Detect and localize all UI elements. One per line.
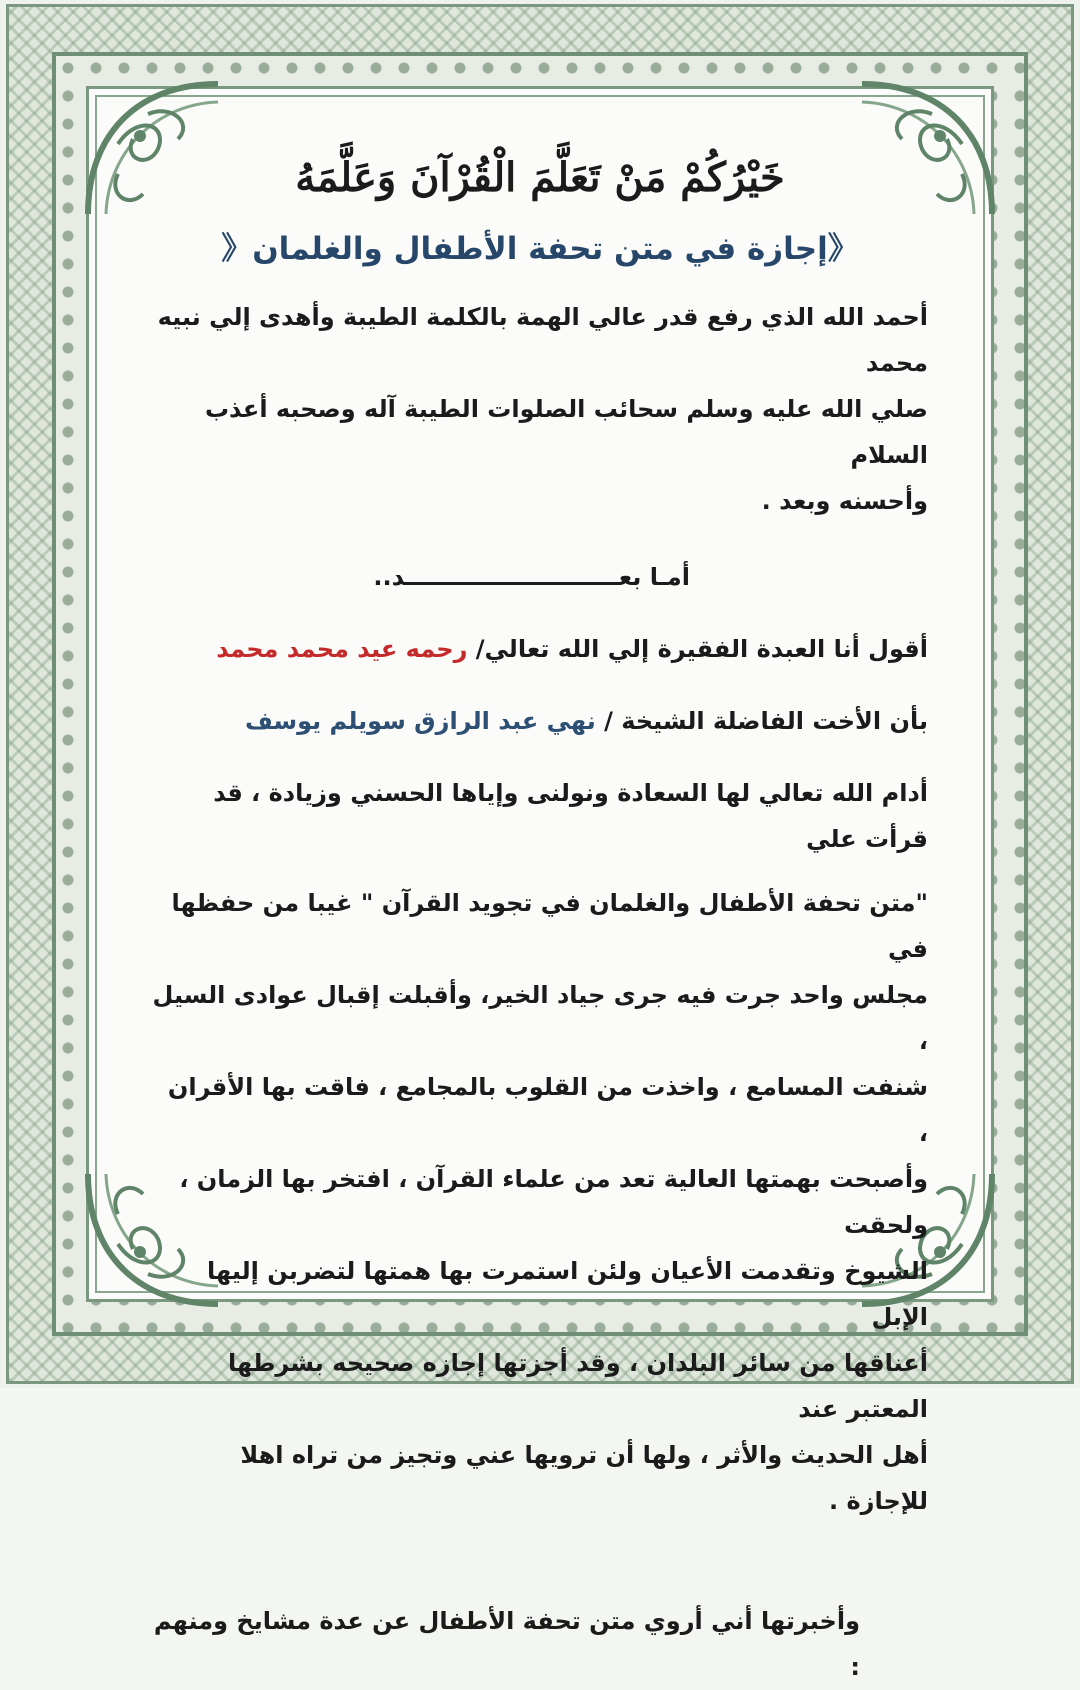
certificate-content (140, 140, 940, 1681)
intro-line: وأحسنه وبعد . (761, 487, 928, 515)
recipient-name: نهي عبد الرازق سويلم يوسف (244, 707, 596, 735)
body-line: أعناقها من سائر البلدان ، وقد أجزتها إجازه صحيحه بشرطها المعتبر عند (227, 1349, 928, 1423)
intro-line: أحمد الله الذي رفع قدر عالي الهمة بالكلمة الطيبة وأهدى إلي نبيه محمد (157, 303, 928, 377)
body-line: "متن تحفة الأطفال والغلمان في تجويد القرآن " غيبا من حفظها في (171, 889, 928, 963)
body-line: وأصبحت بهمتها العالية تعد من علماء القرآن ، افتخر بها الزمان ، ولحقت (179, 1165, 928, 1239)
amma-baad-line: أمـا بعــــــــــــــــــــــــــد.. (373, 563, 690, 591)
intro-line: صلي الله عليه وسلم سحائب الصلوات الطيبة آله وصحبه أعذب السلام (204, 395, 928, 469)
final-line: وأخبرتها أني أروي متن تحفة الأطفال عن عدة مشايخ ومنهم : (153, 1607, 860, 1681)
certificate-title: 《إجازة في متن تحفة الأطفال والغلمان《 (221, 231, 859, 267)
speaker-line (140, 626, 940, 672)
speaker-name: رحمه عيد محمد محمد (216, 635, 468, 663)
recipient-line (140, 698, 940, 744)
body-line: الشيوخ وتقدمت الأعيان ولئن استمرت بها همتها لتضربن إليها الإبل (207, 1257, 928, 1331)
body-line: أهل الحديث والأثر ، ولها أن ترويها عني وتجيز من تراه اهلا للإجازة . (240, 1441, 928, 1515)
recipient-prefix: بأن الأخت الفاضلة الشيخة / (595, 707, 928, 735)
prayer-line: أدام الله تعالي لها السعادة ونولنى وإياها الحسني وزيادة ، قد قرأت علي (213, 779, 928, 853)
speaker-prefix: أقول أنا العبدة الفقيرة إلي الله تعالي/ (467, 635, 928, 663)
body-line: شنفت المسامع ، واخذت من القلوب بالمجامع ، فاقت بها الأقران ، (167, 1073, 928, 1147)
body-paragraph (140, 880, 940, 1524)
hadith-heading: خَيْرُكُمْ مَنْ تَعَلَّمَ الْقُرْآنَ وَعَلَّمَهُ (295, 154, 785, 201)
body-line: مجلس واحد جرت فيه جرى جياد الخير، وأقبلت إقبال عوادى السيل ، (152, 981, 928, 1055)
intro-paragraph (140, 294, 940, 524)
